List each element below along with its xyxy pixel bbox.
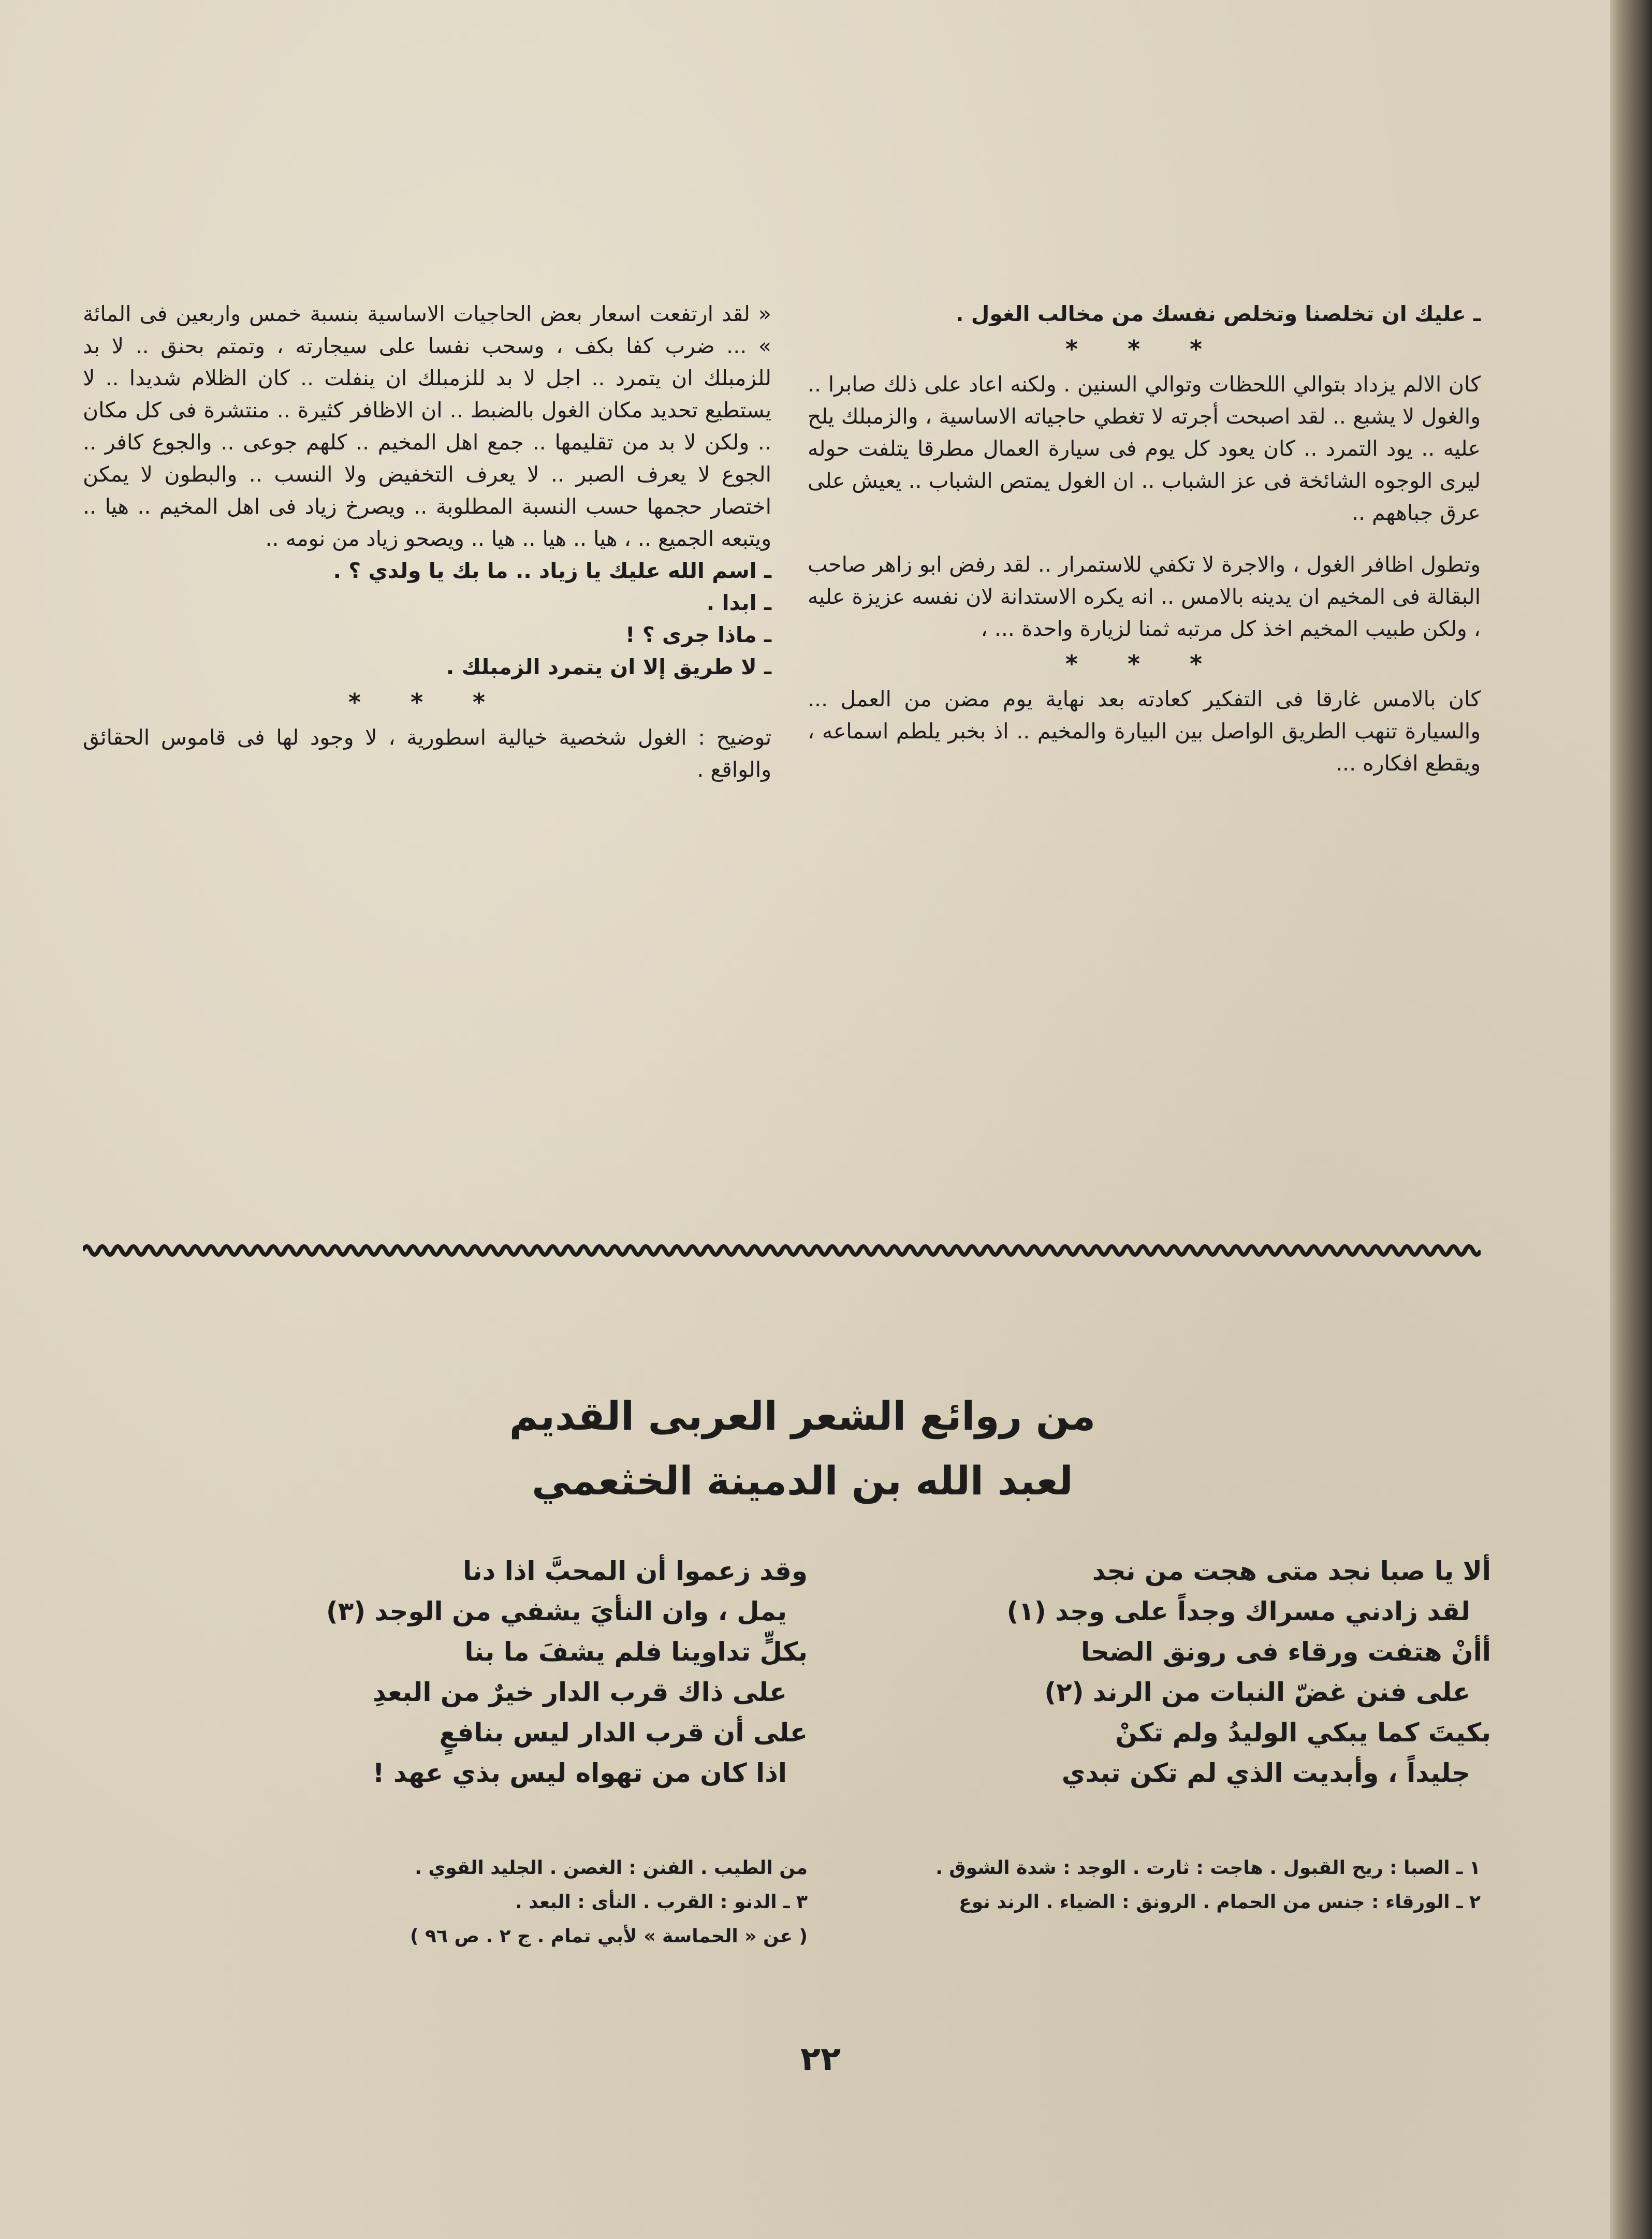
paragraph: وتطول اظافر الغول ، والاجرة لا تكفي للاستمرار .. لقد رفض ابو زاهر صاحب البقالة فى المخيم ان يدينه بالامس .. انه يكره الاستدانة لان نفسه عزيزة عليه ، ولكن طبيب المخيم اخذ كل مرتبه ثمنا لزيارة واحدة ... ،: [808, 552, 1481, 641]
dialogue-line: ـ لا طريق إلا ان يتمرد الزمبلك .: [446, 655, 771, 679]
poem-verse-line: جليداً ، وأبديت الذي لم تكن تبدي: [1061, 1758, 1470, 1788]
article-right-column: [808, 298, 1481, 779]
poem-verse-line: بكيتَ كما يبكي الوليدُ ولم تكنْ: [1115, 1718, 1491, 1748]
wavy-divider: [83, 1240, 1481, 1261]
footnote-line: ٣ ـ الدنو : القرب . النأى : البعد .: [515, 1892, 808, 1913]
paragraph: كان الالم يزداد بتوالي اللحظات وتوالي السنين . ولكنه اعاد على ذلك صابرا .. والغول لا يشبع .. لقد اصبحت أجرته لا تغطي حاجياته الاساسية ، والزمبلك يلح عليه .. يود التمرد .. كان يعود كل يوم فى سيارة العمال مطرقا يتلفت حوله ليرى الوجوه الشائخة فى عز الشباب .. ان الغول يمتص الشباب .. يعيش على عرق جباههم ..: [808, 372, 1481, 525]
binding-edge: [1610, 0, 1652, 2239]
section-separator-stars: * * *: [1065, 335, 1223, 363]
poem-verse-line: على أن قرب الدار ليس بنافعٍ: [439, 1718, 808, 1748]
poem-verse-line: أأنْ هتفت ورقاء فى رونق الضحا: [1081, 1637, 1491, 1667]
dialogue-line: ـ ابدا .: [706, 590, 771, 615]
paragraph: توضيح : الغول شخصية خيالية اسطورية ، لا وجود لها فى قاموس الحقائق والواقع .: [83, 725, 771, 782]
footnote-line: ( عن « الحماسة » لأبي تمام . ج ٢ . ص ٩٦ ): [410, 1926, 808, 1947]
paragraph: « لقد ارتفعت اسعار بعض الحاجيات الاساسية بنسبة خمس واربعين فى المائة » ... ضرب كفا بكف ، وسحب نفسا على سيجارته ، وتمتم بحنق .. لا بد للزمبلك ان يتمرد .. اجل لا بد للزمبلك ان ينفلت .. كان الظلام شديدا .. لا يستطيع تحديد مكان الغول بالضبط .. ان الاظافر كثيرة .. منتشرة فى كل مكان .. ولكن لا بد من تقليمها .. جمع اهل المخيم .. كلهم جوعى .. والجوع كافر .. الجوع لا يعرف الصبر .. لا يعرف التخفيض ولا النسب .. والبطون لا يمكن اختصار حجمها حسب النسبة المطلوبة .. ويصرخ زياد فى اهل المخيم .. هيا .. ويتبعه الجميع .. ، هيا .. هيا .. هيا .. ويصحو زياد من نومه ..: [83, 301, 771, 551]
section-separator-stars: * * *: [348, 688, 506, 716]
dialogue-line: ـ ماذا جرى ؟ !: [625, 622, 771, 647]
dialogue-line: ـ اسم الله عليك يا زياد .. ما بك يا ولدي ؟ .: [333, 558, 771, 583]
poem-left-column: [83, 1551, 808, 1793]
poem-right-column: [818, 1551, 1491, 1793]
article-left-column: [83, 298, 771, 786]
page-number: ٢٢: [800, 2040, 841, 2078]
poem-verse-line: اذا كان من تهواه ليس بذي عهد !: [372, 1758, 787, 1788]
poem-verse-line: يمل ، وان النأيَ يشفي من الوجد (٣): [326, 1596, 787, 1626]
poem-author: لعبد الله بن الدمينة الخثعمي: [532, 1458, 1073, 1504]
poem-verse-line: على ذاك قرب الدار خيرٌ من البعدِ: [373, 1677, 787, 1707]
dialogue-line: ـ عليك ان تخلصنا وتخلص نفسك من مخالب الغول .: [955, 301, 1481, 326]
paragraph: كان بالامس غارقا فى التفكير كعادته بعد نهاية يوم مضن من العمل ... والسيارة تنهب الطريق الواصل بين البيارة والمخيم .. اذ بخبر يلطم اسماعه ، ويقطع افكاره ...: [808, 687, 1481, 776]
footnote-line: ١ ـ الصبا : ريح القبول . هاجت : ثارت . الوجد : شدة الشوق .: [935, 1857, 1481, 1879]
footnotes-left: [83, 1851, 808, 1954]
footnotes-right: [818, 1851, 1481, 1920]
footnote-line: من الطيب . الفنن : الغصن . الجليد القوي .: [415, 1857, 808, 1879]
footnote-line: ٢ ـ الورقاء : جنس من الحمام . الرونق : الضياء . الرند نوع: [959, 1892, 1481, 1913]
poem-verse-line: بكلٍّ تداوينا فلم يشفَ ما بنا: [464, 1637, 808, 1667]
poem-verse-line: على فنن غضّ النبات من الرند (٢): [1044, 1677, 1470, 1707]
section-separator-stars: * * *: [1065, 650, 1223, 678]
poem-verse-line: ألا يا صبا نجد متى هجت من نجد: [1092, 1556, 1491, 1586]
poem-title: من روائع الشعر العربى القديم: [509, 1393, 1096, 1439]
poem-verse-line: لقد زادني مسراك وجداً على وجد (١): [1006, 1596, 1470, 1626]
poem-verse-line: وقد زعموا أن المحبَّ اذا دنا: [462, 1556, 808, 1586]
